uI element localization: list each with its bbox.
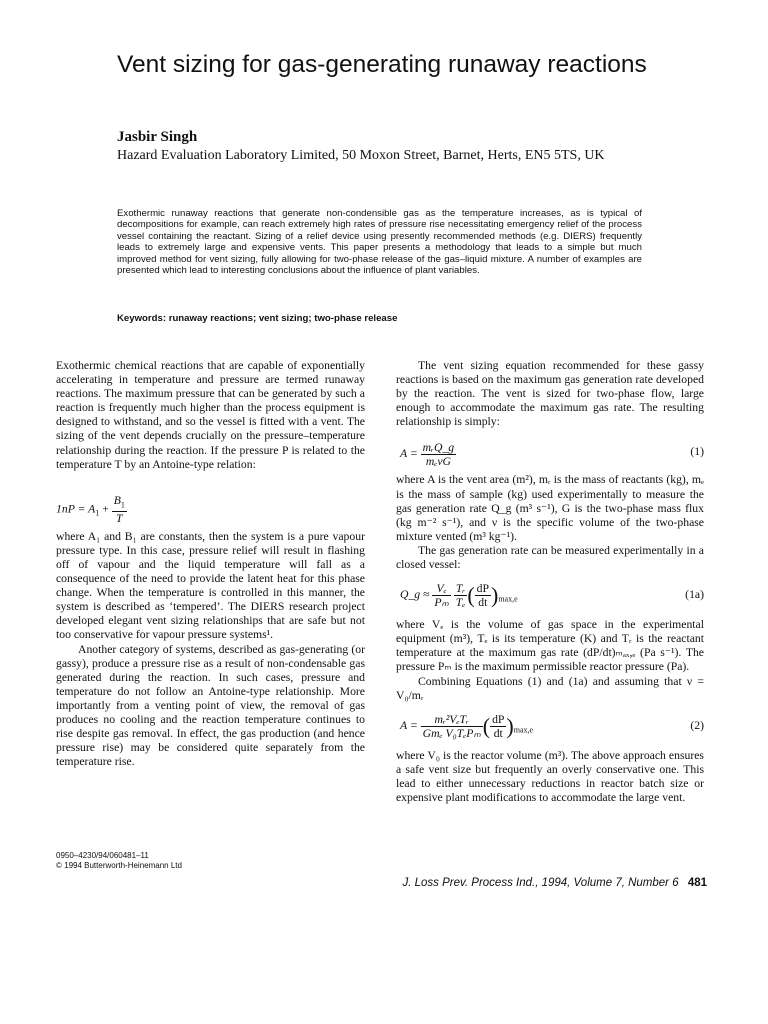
equation-1a: Q_g ≈ $\frac{\text{Vₑ}}{\text{Pₘ}}$ $\frac{\text{Tᵣ}}{\text{Tₑ}}$ ( $\frac{dP}{dt}$ )$_{max,e}$ (1a) <box>400 582 704 610</box>
equation-1: A = $\frac{\text{mᵣQ\_g}}{\text{mₑνG}}$ (1) <box>400 441 704 469</box>
body-paragraph: where A₁ and B₁ are constants, then the system is a pure vapour pressure type. In this case, pressure relief will result in flashing off of vapour and the liquid temperature will fall as a consequence of the need to provide the latent heat for this phase change. When the temperature is controlled in this manner, the system is described as ‘tempered’. The DIERS research project developed elegant vent sizing relationships that are safe but not too conservative for vapour pressure systems¹. <box>56 529 365 642</box>
body-paragraph: where V₀ is the reactor volume (m³). The above approach ensures a safe vent size but frequently an overly conservative one. This lead to either unnecessary reductions in reactor batch size or expensive plant modifications to accommodate the large vent. <box>396 748 704 804</box>
body-paragraph: The vent sizing equation recommended for these gassy reactions is based on the maximum gas generation rate developed by the reaction. The vent is sized for two-phase flow, large enough to accommodate the maximum gas rate. The resulting relationship is simply: <box>396 359 704 429</box>
equation-number: (1) <box>690 445 704 459</box>
equation-number: (2) <box>690 718 704 732</box>
footer-copyright <box>56 851 182 871</box>
footer-journal <box>340 877 707 889</box>
body-paragraph: Combining Equations (1) and (1a) and assuming that ν = V₀/mᵣ <box>396 674 704 702</box>
body-paragraph: where Vₑ is the volume of gas space in the experimental equipment (m³), Tₑ is its temperature (K) and Tᵣ is the reactant temperature at the maximum gas rate (dP/dt)ₘₐₓ,ₑ (Pa s⁻¹). The pressure Pₘ is the maximum permissible reactor pressure (Pa). <box>396 618 704 674</box>
body-paragraph: Exothermic chemical reactions that are capable of exponentially accelerating in temperature and pressure are termed runaway reactions. The maximum pressure that can be generated by such a reaction is frequently much higher than the process equipment is designed to withstand, and so the vessel is fitted with a vent. The sizing of the vent depends crucially on the pressure–temperature relationship during the reaction. If the pressure P is related to the temperature T by an Antoine-type relation: <box>56 359 365 471</box>
body-paragraph: Another category of systems, described as gas-generating (or gassy), produce a pressure rise as a result of non-condensable gas generated during the reaction. In such cases, pressure and temperature do not follow an Antoine-type relationship. More importantly from a venting point of view, the removal of gas produces no cooling and the reaction temperature continues to rise despite gas removal. In effect, the gas production (and hence pressure rise) may be considered quite separately from the temperature rise. <box>56 642 365 769</box>
equation-number: (1a) <box>685 588 704 602</box>
body-paragraph: The gas generation rate can be measured experimentally in a closed vessel: <box>396 543 704 572</box>
paper-title: Vent sizing for gas-generating runaway reactions <box>117 51 647 78</box>
copyright-line: © 1994 Butterworth-Heinemann Ltd <box>56 861 182 870</box>
left-column <box>56 359 365 769</box>
equation-antoine: $1nP = A_1$ + $\frac{B_1}{T}$ <box>56 493 125 526</box>
journal-citation: J. Loss Prev. Process Ind., 1994, Volume 7, Number 6 <box>402 877 679 889</box>
equation-2: A = $\frac{\text{mᵣ²VₑTᵣ}}{\text{Gmₑ V₀TₑPₘ}}$ ( $\frac{dP}{dt}$ )$_{max,e}$ (2) <box>400 712 704 740</box>
issn-code: 0950–4230/94/060481–11 <box>56 851 149 860</box>
author-name: Jasbir Singh <box>117 129 198 145</box>
fraction: $\frac{B_1}{T}$ <box>113 493 125 526</box>
right-column <box>396 359 704 805</box>
page-number: 481 <box>687 877 707 889</box>
body-paragraph: where A is the vent area (m²), mᵣ is the mass of reactants (kg), mₑ is the mass of sample (kg) used experimentally to measure the gas generation rate Q_g (m³ s⁻¹), G is the two-phase mass flux (kg m⁻² s⁻¹), and ν is the specific volume of the two-phase mixture vented (m³ kg⁻¹). <box>396 473 704 543</box>
abstract: Exothermic runaway reactions that generate non-condensible gas as the temperature increases, as is typical of decompositions for example, can reach extremely high rates of pressure rise necessitating emergency relief of the process vessel containing the reactant. Sizing of a relief device using presently recommended methods (e.g. DIERS) frequently leads to extremely large and expensive vents. This paper presents a methodology that leads to a simple but much improved method for vent sizing, fully allowing for two-phase release of the gas–liquid mixture. A number of examples are presented which lead to interesting conclusions about the influence of plant variables. <box>117 208 642 277</box>
keywords: Keywords: runaway reactions; vent sizing; two-phase release <box>117 313 398 324</box>
author-affiliation: Hazard Evaluation Laboratory Limited, 50 Moxon Street, Barnet, Herts, EN5 5TS, UK <box>117 148 605 163</box>
